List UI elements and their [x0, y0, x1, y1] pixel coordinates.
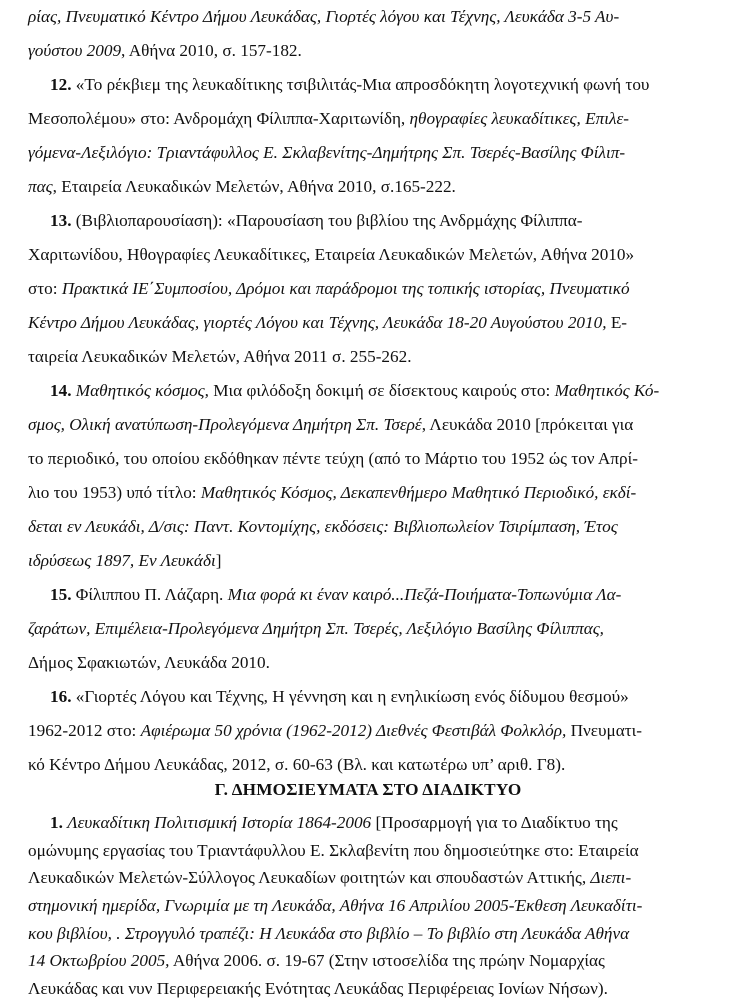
text-line — [28, 345, 708, 369]
text-segment: 1962-2012 στο: — [28, 721, 141, 740]
text-line — [28, 977, 708, 1001]
text-segment: ] — [215, 551, 222, 570]
text-segment: Αθήνα 2006. σ. 19-67 (Στην ιστοσελίδα της πρώην Νομαρχίας — [169, 951, 605, 971]
text-segment: Χαριτωνίδου, Ηθογραφίες Λευκαδίτικες, Εταιρεία Λευκαδικών Μελετών, Αθήνα 2010» — [28, 245, 635, 264]
text-segment: κου βιβλίου, . Στρογγυλό τραπέζι: Η Λευκάδα στο βιβλίο – Το βιβλίο στη Λευκάδα Αθήνα — [28, 923, 630, 943]
text-line — [28, 311, 708, 335]
text-line — [50, 209, 708, 233]
text-segment: Μια φιλόδοξη δοκιμή σε δίσεκτους καιρούς στο: — [208, 381, 555, 400]
text-segment: , Λευκάδα 2010 [πρόκειται για — [421, 415, 634, 434]
text-line — [28, 447, 708, 471]
text-line — [28, 949, 708, 973]
text-line — [50, 379, 708, 403]
text-segment: Δήμος Σφακιωτών, Λευκάδα 2010. — [28, 653, 270, 672]
text-line — [28, 719, 708, 743]
text-line — [28, 481, 708, 505]
text-segment: , Εταιρεία Λευκαδικών Μελετών, Αθήνα 2010, σ.165-222. — [52, 177, 456, 196]
text-line — [28, 753, 708, 777]
text-segment: πας — [28, 177, 53, 196]
text-line — [28, 243, 708, 267]
text-segment: ηθογραφίες λευκαδίτικες, Επιλε- — [409, 109, 629, 128]
text-segment: Αφιέρωμα 50 χρόνια (1962-2012) Διεθνές Φεστιβάλ Φολκλόρ, — [140, 721, 567, 740]
item-number: 13. — [50, 211, 72, 230]
text-segment: Διεπι- — [590, 868, 632, 888]
section-heading: Γ. ΔΗΜΟΣΙΕΥΜΑΤΑ ΣΤΟ ΔΙΑΔΙΚΤΥΟ — [214, 780, 522, 799]
text-line — [28, 894, 708, 918]
text-segment: 14 Οκτωβρίου 2005, — [28, 951, 170, 971]
text-segment: ιδρύσεως 1897, Εν Λευκάδι — [28, 551, 216, 570]
text-segment: Μεσοπολέμου» στο: Ανδρομάχη Φίλιππα-Χαριτωνίδη, — [28, 109, 410, 128]
text-line — [50, 583, 708, 607]
text-segment: Μαθητικός κόσμος, — [75, 381, 209, 400]
text-segment: Λευκαδίτικη Πολιτισμική Ιστορία 1864-2006 — [67, 813, 372, 832]
text-line — [28, 39, 708, 63]
text-segment: το περιοδικό, του οποίου εκδόθηκαν πέντε τεύχη (από το Μάρτιο του 1952 ώς τον Απρί- — [28, 449, 638, 468]
text-segment: «Το ρέκβιεμ της λευκαδίτικης τσιβιλιτάς-Μια απροσδόκητη λογοτεχνική φωνή του — [71, 75, 650, 94]
text-line — [50, 685, 708, 709]
item-number: 16. — [50, 687, 72, 706]
text-line — [28, 5, 708, 29]
text-segment: Πρακτικά ΙΕ΄Συμποσίου, Δρόμοι και παράδρομοι της τοπικής ιστορίας, Πνευματικό — [61, 279, 630, 298]
text-line — [28, 277, 708, 301]
text-segment: Πνευματι- — [566, 721, 642, 740]
text-segment: Λευκαδικών Μελετών-Σύλλογος Λευκαδίων φοιτητών και σπουδαστών Αττικής, — [28, 868, 591, 888]
item-number: 14. — [50, 381, 72, 400]
text-segment: «Γιορτές Λόγου και Τέχνης, Η γέννηση και η ενηλικίωση ενός δίδυμου θεσμού» — [71, 687, 629, 706]
text-line — [28, 651, 708, 675]
text-segment: Ε- — [606, 313, 628, 332]
text-line — [50, 811, 708, 835]
text-line — [50, 73, 708, 97]
text-segment: Φίλιππου Π. Λάζαρη. — [71, 585, 228, 604]
item-number: 1. — [50, 813, 63, 832]
text-line — [28, 107, 708, 131]
text-segment: σμος, Ολική ανατύπωση-Προλεγόμενα Δημήτρη Σπ. Τσερέ — [28, 415, 422, 434]
text-segment: γούστου 2009 — [28, 41, 122, 60]
item-number: 12. — [50, 75, 72, 94]
text-line — [28, 922, 708, 946]
text-segment: , Αθήνα 2010, σ. 157-182. — [121, 41, 302, 60]
text-segment: ταιρεία Λευκαδικών Μελετών, Αθήνα 2011 σ. 255-262. — [28, 347, 412, 366]
text-segment: Μια φορά κι έναν καιρό...Πεζά-Ποιήματα-Τοπωνύμια Λα- — [227, 585, 622, 604]
text-segment: [Προσαρμογή για το Διαδίκτυο της — [371, 813, 618, 832]
text-line — [28, 413, 708, 437]
text-line — [28, 549, 708, 573]
text-segment: γόμενα-Λεξιλόγιο: Τριαντάφυλλος Ε. Σκλαβενίτης-Δημήτρης Σπ. Τσερές-Βασίλης Φίλιπ- — [28, 143, 626, 162]
text-line — [28, 175, 708, 199]
item-number: 15. — [50, 585, 72, 604]
text-segment: ομώνυμης εργασίας του Τριαντάφυλλου Ε. Σκλαβενίτη που δημοσιεύτηκε στο: Εταιρεία — [28, 840, 639, 860]
text-line — [28, 866, 708, 890]
text-segment: ρίας, Πνευματικό Κέντρο Δήμου Λευκάδας, Γιορτές λόγου και Τέχνης, Λευκάδα 3-5 Αυ- — [28, 7, 620, 26]
text-line — [28, 515, 708, 539]
text-segment: κό Κέντρο Δήμου Λευκάδας, 2012, σ. 60-63 (Βλ. και κατωτέρω υπ’ αριθ. Γ8). — [28, 755, 566, 774]
text-segment: Μαθητικός Κόσμος, Δεκαπενθήμερο Μαθητικό Περιοδικό, εκδί- — [200, 483, 637, 502]
text-segment: Μαθητικός Κό- — [554, 381, 660, 400]
text-line — [28, 617, 708, 641]
text-segment: στο: — [28, 279, 62, 298]
text-segment: λιο του 1953) υπό τίτλο: — [28, 483, 201, 502]
text-segment: Λευκάδας και νυν Περιφερειακής Ενότητας Λευκάδας Περιφέρειας Ιονίων Νήσων). — [28, 979, 608, 998]
text-segment: Κέντρο Δήμου Λευκάδας, γιορτές Λόγου και Τέχνης, Λευκάδα 18-20 Αυγούστου 2010, — [28, 313, 607, 332]
text-line — [28, 141, 708, 165]
text-segment: δεται εν Λευκάδι, Δ/σις: Παντ. Κοντομίχης, εκδόσεις: Βιβλιοπωλείον Τσιρίμπαση, Έτος — [28, 517, 618, 536]
text-line — [28, 839, 708, 863]
text-segment: στημονική ημερίδα, Γνωριμία με τη Λευκάδα, Αθήνα 16 Απριλίου 2005-Έκθεση Λευκαδίτι- — [28, 896, 643, 915]
text-segment: ζαράτων, Επιμέλεια-Προλεγόμενα Δημήτρη Σπ. Τσερές, Λεξιλόγιο Βασίλης Φίλιππας, — [28, 619, 604, 638]
text-segment: (Βιβλιοπαρουσίαση): «Παρουσίαση του βιβλίου της Ανδρμάχης Φίλιππα- — [71, 211, 583, 230]
